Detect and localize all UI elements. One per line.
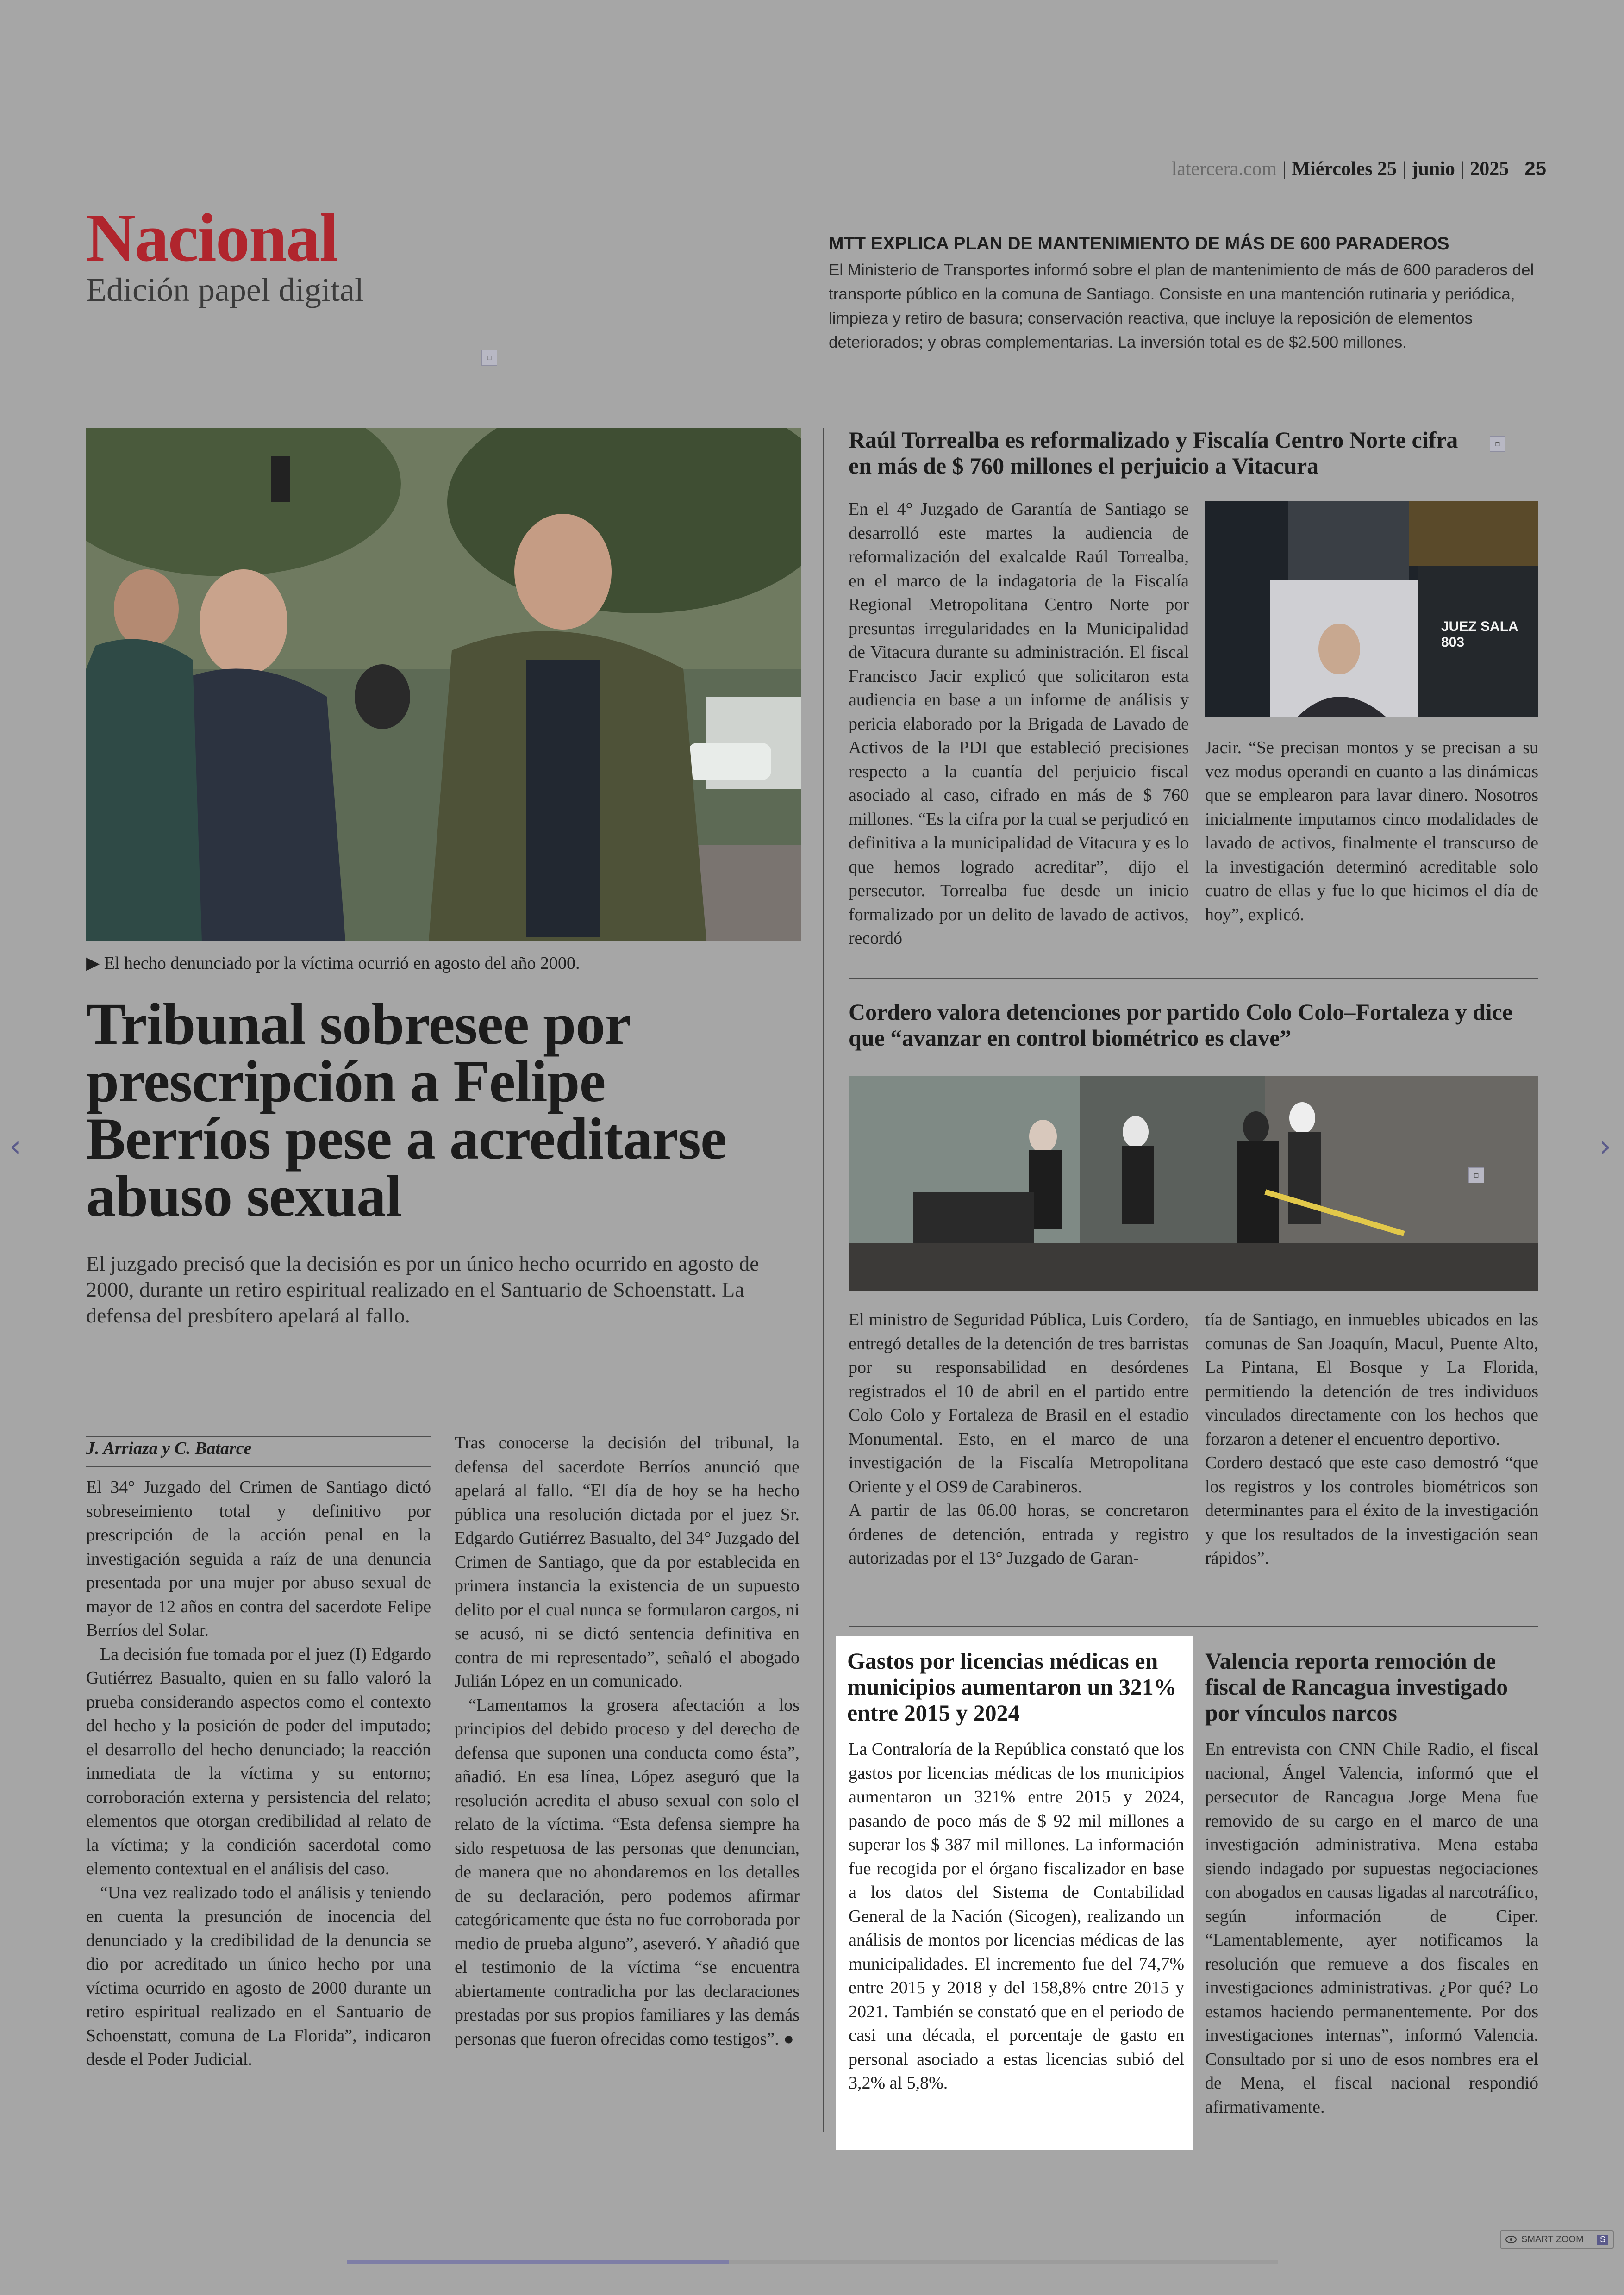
page-header-dateline: latercera.com | Miércoles 25 | junio | 2025 25	[1171, 157, 1546, 180]
valencia-title: Valencia reporta remoción de fiscal de Rancagua investigado por vínculos narcos	[1205, 1648, 1508, 1726]
paragraph: La decisión fue tomada por el juez (I) Edgardo Gutiérrez Basualto, quien en su fallo valoró la prueba considerando aspectos como el contexto del hecho y la posición de poder del imputado; el desarrollo del hecho denunciado; la reacción inmediata de la víctima y su entorno; corroboración externa y persistencia del relato; elementos que otorgan credibilidad al relato de la víctima; y la condición sacerdotal como elemento contextual en el análisis del caso.	[86, 1644, 431, 1878]
main-deck: El juzgado precisó que la decisión es por un único hecho ocurrido en agosto de 2000, durante un retiro espiritual realizado en el Santuario de Schoenstatt. La defensa del presbítero apelará al fallo.	[86, 1252, 759, 1327]
annotation-marker[interactable]: ▫	[481, 350, 497, 366]
byline: J. Arriaza y C. Batarce	[86, 1439, 252, 1458]
next-page-arrow[interactable]: ›	[1599, 1129, 1612, 1164]
photo-illustration	[86, 428, 801, 941]
column-divider	[823, 428, 824, 2132]
paragraph: El 34° Juzgado del Crimen de Santiago dictó sobreseimiento total y definitivo por prescripción de la acción penal en la investigación seguida a raíz de una denuncia presentada por una mujer por abuso sexual de mayor de 12 años en contra del sacerdote Felipe Berríos del Solar.	[86, 1478, 431, 1640]
cordero-title: Cordero valora detenciones por partido Colo Colo–Fortaleza y dice que “avanzar en control biométrico es clave”	[849, 999, 1513, 1051]
previous-page-arrow[interactable]: ‹	[9, 1129, 21, 1164]
smart-zoom-label: SMART ZOOM	[1521, 2234, 1584, 2245]
paragraph: “Una vez realizado todo el análisis y teniendo en cuenta la presunción de inocencia del denunciado y la credibilidad de la denuncia se dio por acreditado un único hecho por una víctima ocurrido en agosto de 2000 durante un retiro espiritual realizado en el Santuario de Schoenstatt, comuna de La Florida”, indicaron desde el Poder Judicial.	[86, 1883, 431, 2069]
header-month: junio	[1412, 158, 1455, 180]
eye-icon	[1505, 2236, 1517, 2243]
divider	[86, 1466, 431, 1467]
cordero-column-2: tía de Santiago, en inmuebles ubicados en las comunas de San Joaquín, Macul, Puente Alto, La Pintana, El Bosque y La Florida, permitiendo la detención de tres individuos vinculados directamente con los hechos que forzaron a detener el encuentro deportivo. Cordero destacó que este caso demostró “que los registros y los controles biométricos son determinantes para el éxito de la investigación y que los resultados de la investigación sean rápidos”.	[1205, 1310, 1538, 1568]
annotation-marker[interactable]: ▫	[1490, 436, 1505, 452]
gastos-title: Gastos por licencias médicas en municipios aumentaron un 321% entre 2015 y 2024	[847, 1648, 1177, 1726]
torrealba-photo	[1205, 501, 1538, 717]
divider	[849, 1626, 1538, 1627]
torrealba-title: Raúl Torrealba es reformalizado y Fiscalía Centro Norte cifra en más de $ 760 millones el perjuicio a Vitacura	[849, 427, 1458, 479]
section-title: Nacional	[86, 200, 338, 276]
brief-text: El Ministerio de Transportes informó sobre el plan de mantenimiento de más de 600 paraderos del transporte público en la comuna de Santiago. Consiste en una mantención rutinaria y periódica, limpieza y retiro de basura; conservación reactiva, que incluye la reposición de elementos deteriorados; y obras complementarias. La inversión total es de $2.500 millones.	[829, 261, 1534, 351]
page-progress-bar[interactable]	[347, 2260, 1278, 2264]
section-subtitle: Edición papel digital	[86, 271, 364, 308]
annotation-marker[interactable]: ▫	[1468, 1167, 1484, 1183]
torrealba-column-2: Jacir. “Se precisan montos y se precisan a su vez modus operandi en cuanto a las dinámicas que se emplearon para lavar dinero. Nosotros inicialmente imputamos cinco modalidades de lavado de activos, finalmente el transcurso de la investigación determinó acreditable solo cuatro de ellas y fue lo que hicimos el día de hoy”, explicó.	[1205, 738, 1538, 924]
smart-zoom-shortcut: S	[1597, 2235, 1608, 2245]
site-name: latercera.com	[1171, 158, 1277, 180]
main-story-photo	[86, 428, 801, 941]
main-story-column-1	[86, 1476, 431, 2072]
cordero-photo	[849, 1076, 1538, 1291]
divider	[849, 978, 1538, 979]
cordero-column-1: El ministro de Seguridad Pública, Luis Cordero, entregó detalles de la detención de tres barristas por su responsabilidad en desórdenes registrados el 10 de abril en el partido entre Colo Colo y Fortaleza de Brasil en el estadio Monumental. Esto, en el marco de una investigación de la Fiscalía Metropolitana Oriente y el OS9 de Carabineros. A partir de las 06.00 horas, se concretaron órdenes de detención, entrada y registro autorizadas por el 13° Juzgado de Garan-	[849, 1310, 1189, 1568]
main-story-column-2	[455, 1431, 800, 2051]
stadium-riot-illustration	[849, 1076, 1538, 1291]
page-progress-fill	[347, 2260, 729, 2264]
divider	[86, 1436, 431, 1437]
smart-zoom-button[interactable]	[1500, 2230, 1614, 2249]
paragraph: “Lamentamos la grosera afectación a los principios del debido proceso y del derecho de defensa que suponen una conducta como ésta”, añadió. En esa línea, López aseguró que la resolución acredita el abuso sexual con solo el relato de la víctima. “Esta defensa siempre ha sido respetuosa de las personas que denuncian, de manera que no ahondaremos en los detalles de su declaración, pero podemos afirmar categóricamente que ésta no fue corroborada por medio de prueba alguno”, aseveró. Y añadió que el testimonio de la víctima “se encuentra abiertamente contradicha por las declaraciones prestadas por sus propios familiares y las demás personas que fueron ofrecidas como testigos”. ●	[455, 1695, 800, 2049]
video-call-illustration	[1205, 501, 1538, 717]
video-label: JUEZ SALA 803	[1441, 619, 1518, 650]
paragraph: Tras conocerse la decisión del tribunal, la defensa del sacerdote Berríos anunció que apelará al fallo. “El día de hoy se ha hecho pública una resolución dictada por el juez Sr. Edgardo Gutiérrez Basualto, del 34° Juzgado del Crimen de Santiago, que da por establecida en primera instancia la existencia de un supuesto delito por el cual nunca se formularon cargos, ni se acusó, ni se dictó sentencia definitiva en contra de mi representado”, señaló el abogado Julián López en un comunicado.	[455, 1433, 800, 1691]
page-number: 25	[1524, 157, 1546, 179]
photo-caption: ▶ El hecho denunciado por la víctima ocurrió en agosto del año 2000.	[86, 954, 580, 973]
torrealba-column-1: En el 4° Juzgado de Garantía de Santiago se desarrolló este martes la audiencia de reformalización del exalcalde Raúl Torrealba, en el marco de la indagatoria de la Fiscalía Regional Metropolitana Centro Norte por presuntas irregularidades en la Municipalidad de Vitacura durante su administración. El fiscal Francisco Jacir explicó que solicitaron esta audiencia en base a un informe de análisis y pericia elaborado por la Brigada de Lavado de Activos de la PDI que estableció precisiones respecto a la cuantía del perjuicio fiscal asociado al caso, cifrado en más de $ 760 millones. “Es la cifra por la cual se perjudicó en definitiva a la municipalidad de Vitacura y es lo que hemos logrado acreditar”, dijo el persecutor. Torrealba fue desde un inicio formalizado por un delito de lavado de activos, recordó	[849, 499, 1189, 948]
header-year: 2025	[1470, 158, 1509, 180]
main-headline: Tribunal sobresee por prescripción a Felipe Berríos pese a acreditarse abuso sexual	[86, 991, 726, 1229]
header-day: Miércoles 25	[1292, 158, 1397, 180]
brief-title: MTT EXPLICA PLAN DE MANTENIMIENTO DE MÁS DE 600 PARADEROS	[829, 234, 1449, 254]
gastos-text: La Contraloría de la República constató que los gastos por licencias médicas de los municipios aumentaron un 321% entre 2015 y 2024, pasando de poco más de $ 92 mil millones a superar los $ 387 mil millones. La información fue recogida por el órgano fiscalizador en base a los datos del Sistema de Contabilidad General de la Nación (Sicogen), realizando un análisis de montos por licencias médicas de las municipalidades. El incremento fue del 74,7% entre 2015 y 2018 y del 158,8% entre 2015 y 2021. También se constató que en el periodo de casi una década, el porcentaje de gasto en personal asociado a estas licencias subió del 3,2% al 5,8%.	[849, 1740, 1184, 2093]
valencia-text: En entrevista con CNN Chile Radio, el fiscal nacional, Ángel Valencia, informó que el persecutor de Rancagua Jorge Mena fue removido de su cargo en el marco de una investigación administrativa. Mena estaba siendo indagado por supuestas negociaciones con abogados en causas ligadas al narcotráfico, según información de Ciper. “Lamentablemente, ayer notificamos la resolución que remueve a dos fiscales en investigaciones administrativas. ¿Por qué? Lo estamos haciendo permanentemente. Por dos investigaciones internas”, informó Valencia. Consultado por si uno de esos nombres era el de Mena, el fiscal nacional respondió afirmativamente.	[1205, 1740, 1538, 2117]
